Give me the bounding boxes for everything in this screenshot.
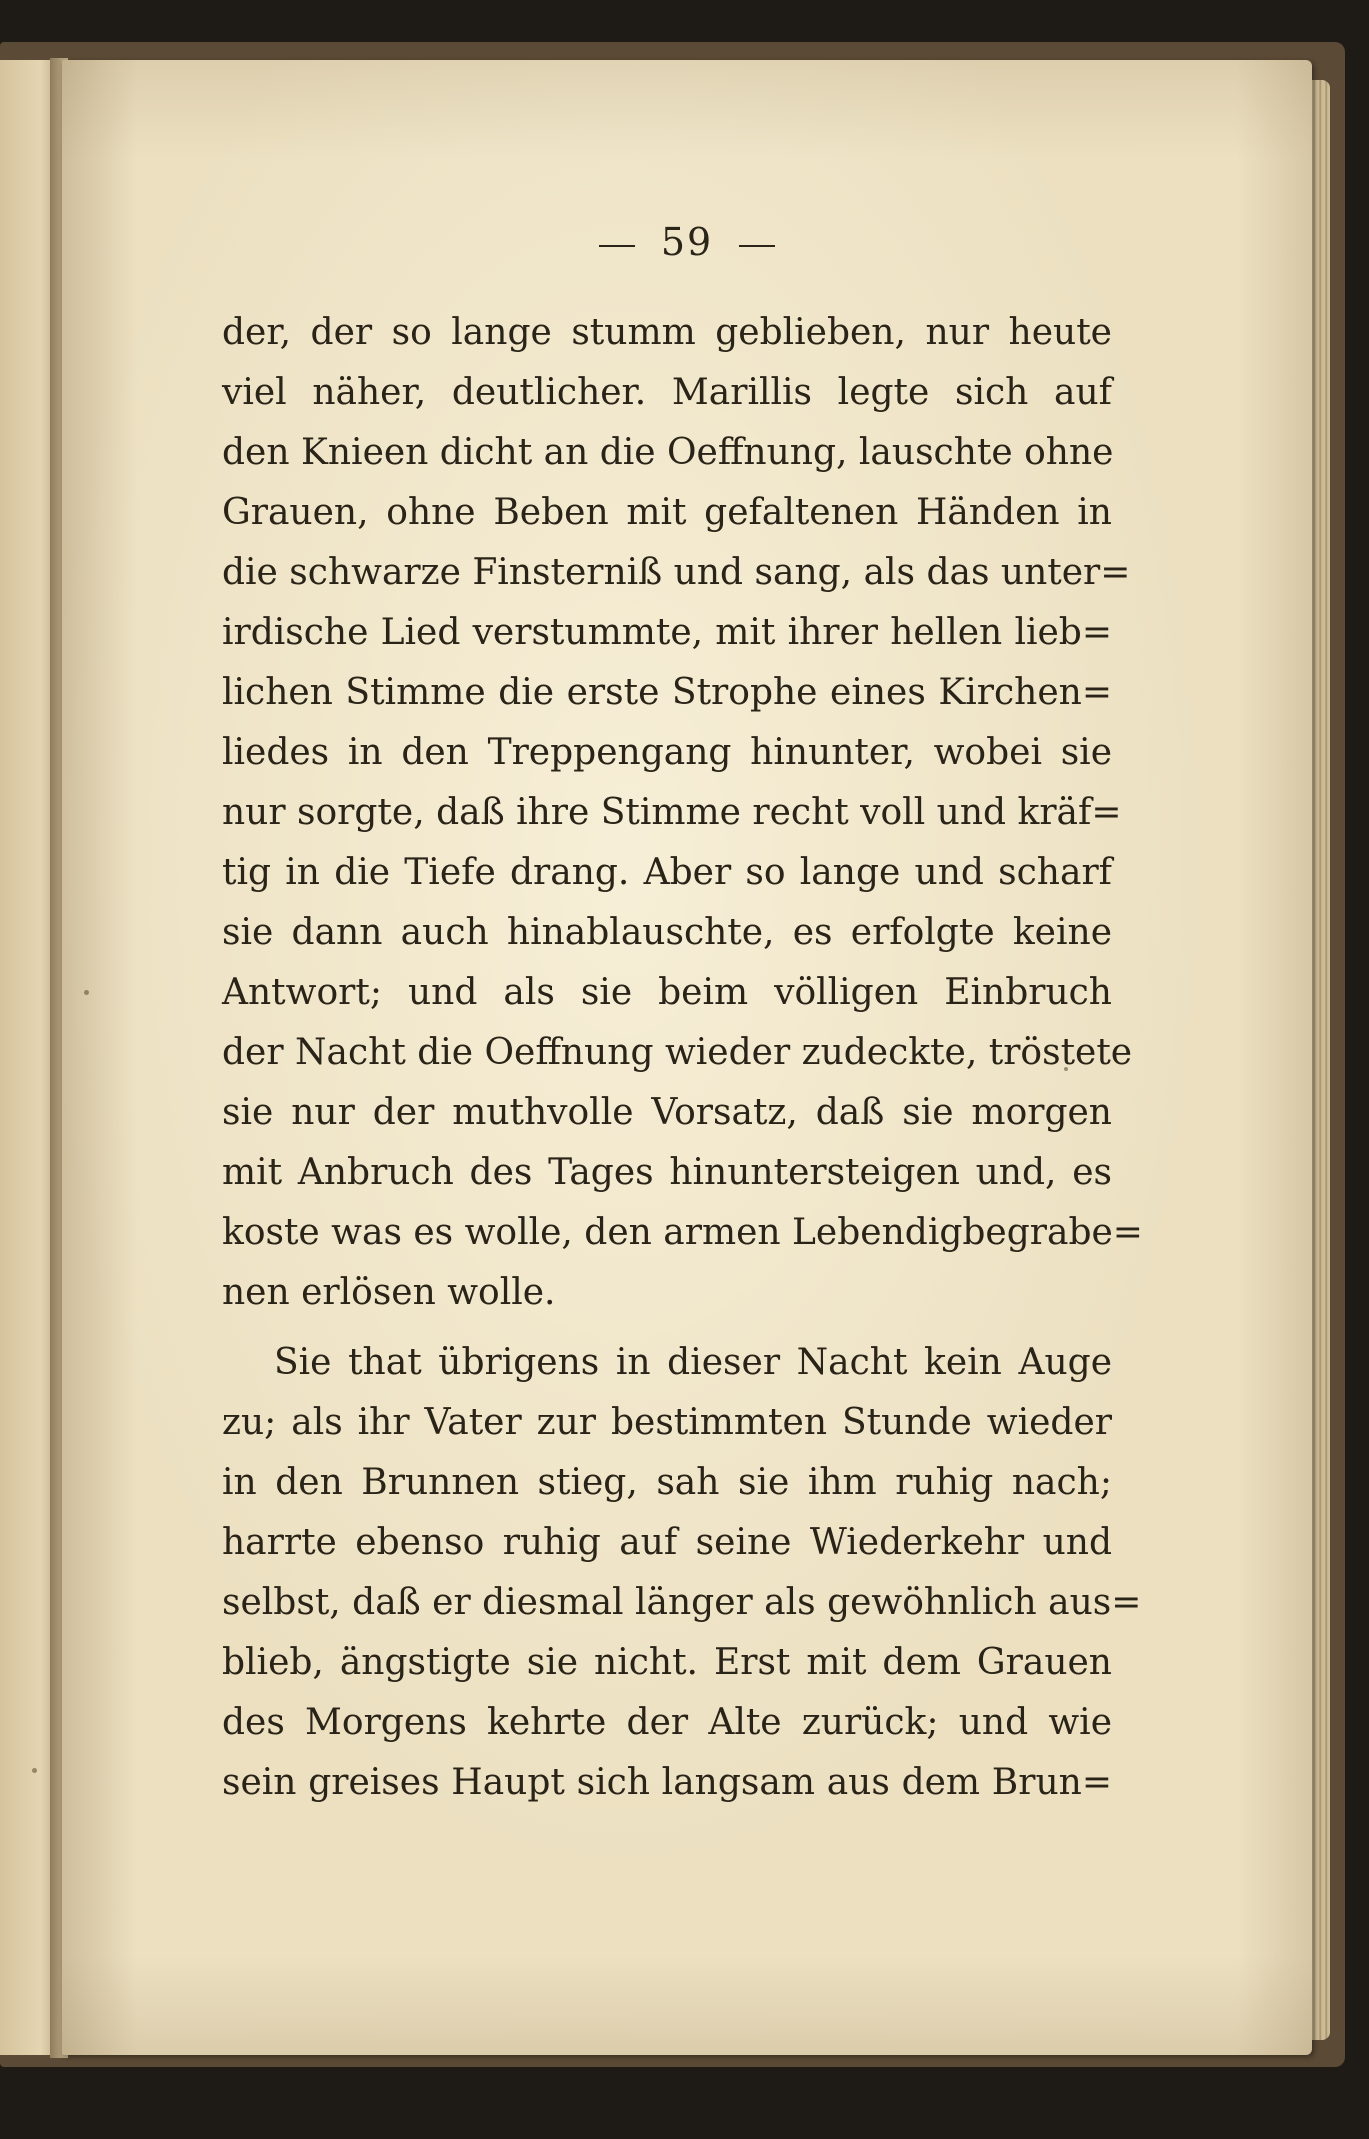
text-line: Sie that übrigens in dieser Nacht kein Auge [274, 1342, 1112, 1383]
page-number [62, 220, 1312, 264]
text-line: blieb, ängstigte sie nicht. Erst mit dem Grauen [222, 1642, 1112, 1683]
text-line: die schwarze Finsterniß und sang, als das unter= [222, 552, 1131, 593]
text-line: zu; als ihr Vater zur bestimmten Stunde wieder [222, 1402, 1112, 1443]
text-line: mit Anbruch des Tages hinuntersteigen und, es [222, 1152, 1112, 1193]
text-line: in den Brunnen stieg, sah sie ihm ruhig nach; [222, 1462, 1112, 1503]
text-line: irdische Lied verstummte, mit ihrer hellen lieb= [222, 612, 1112, 653]
text-line: sie nur der muthvolle Vorsatz, daß sie morgen [222, 1092, 1112, 1133]
text-line: nur sorgte, daß ihre Stimme recht voll und kräf= [222, 792, 1122, 833]
text-line: viel näher, deutlicher. Marillis legte sich auf [222, 372, 1112, 413]
dash-right [739, 245, 775, 247]
dash-left [599, 245, 635, 247]
text-line: Antwort; und als sie beim völligen Einbruch [222, 972, 1112, 1013]
text-line: harrte ebenso ruhig auf seine Wiederkehr und [222, 1522, 1112, 1563]
text-line: koste was es wolle, den armen Lebendigbegrabe= [222, 1212, 1143, 1253]
ink-spot [32, 1768, 37, 1773]
text-line: der, der so lange stumm geblieben, nur heute [222, 312, 1112, 353]
text-line: des Morgens kehrte der Alte zurück; und wie [222, 1702, 1112, 1743]
text-line: der Nacht die Oeffnung wieder zudeckte, tröstete [222, 1032, 1133, 1073]
text-line: lichen Stimme die erste Strophe eines Kirchen= [222, 672, 1112, 713]
ink-spot [84, 990, 89, 995]
text-line: nen erlösen wolle. [222, 1272, 556, 1313]
text-line: den Knieen dicht an die Oeffnung, lauschte ohne [222, 432, 1114, 473]
book-page [62, 60, 1312, 2055]
text-line: tig in die Tiefe drang. Aber so lange und scharf [222, 852, 1112, 893]
text-line: selbst, daß er diesmal länger als gewöhnlich aus= [222, 1582, 1142, 1623]
text-line: Grauen, ohne Beben mit gefaltenen Händen in [222, 492, 1112, 533]
text-line: sie dann auch hinablauschte, es erfolgte keine [222, 912, 1112, 953]
text-line: liedes in den Treppengang hinunter, wobei sie [222, 732, 1112, 773]
text-line: sein greises Haupt sich langsam aus dem Brun= [222, 1762, 1112, 1803]
page-number-value: 59 [660, 220, 714, 264]
